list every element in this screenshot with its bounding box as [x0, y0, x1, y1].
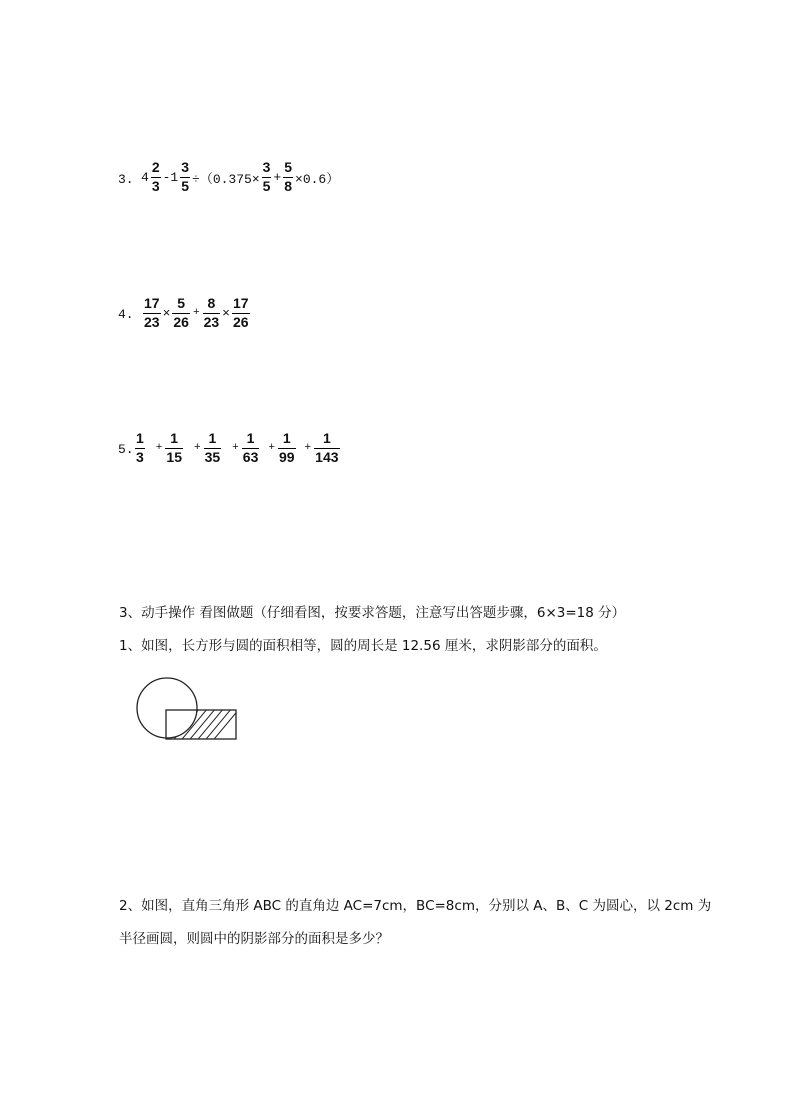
times-operator: ×0.6）: [295, 171, 340, 187]
problem-4-label: 4.: [118, 307, 134, 322]
plus-operator: +: [273, 169, 282, 185]
circle-rectangle-figure: [130, 674, 245, 746]
question-2-text-line2: 半径画圆，则圆中的阴影部分的面积是多少？: [119, 931, 389, 947]
fraction: $\frac{1}{3}$: [136, 430, 144, 466]
divide-operator: ÷（0.375×: [192, 171, 260, 187]
fraction: $\frac{1}{99}$: [278, 430, 295, 466]
fraction: $\frac{1}{143}$: [315, 430, 339, 466]
problem-5-label: 5.: [118, 442, 134, 457]
rectangle-shape: [166, 710, 236, 739]
fraction: $\frac{8}{23}$: [203, 295, 220, 331]
plus-operator: +: [193, 442, 201, 455]
fraction: $\frac{5}{8}$: [284, 159, 293, 195]
fraction: $\frac{1}{35}$: [204, 430, 221, 466]
fraction: $\frac{17}{26}$: [232, 295, 249, 331]
problem-3-label: 3.: [118, 172, 134, 187]
question-1-text: 1、如图，长方形与圆的面积相等，圆的周长是 12.56 厘米，求阴影部分的面积。: [119, 638, 607, 654]
question-2-text-line1: 2、如图，直角三角形 ABC 的直角边 AC=7cm，BC=8cm，分别以 A、B、C 为圆心，以 2cm 为: [119, 898, 712, 914]
section-heading: 3、动手操作 看图做题（仔细看图，按要求答题，注意写出答题步骤，6×3=18 分）: [119, 605, 626, 621]
plus-operator: +: [192, 307, 200, 320]
fraction: $\frac{3}{5}$: [181, 159, 190, 195]
minus-operator: -1: [162, 169, 179, 185]
plus-operator: +: [304, 442, 312, 455]
times-operator: ×: [222, 305, 230, 321]
plus-operator: +: [268, 442, 275, 455]
fraction: $\frac{17}{23}$: [144, 295, 160, 331]
problem-4-expression: [142, 296, 251, 330]
problem-5-expression: [134, 431, 341, 465]
times-operator: ×: [162, 305, 171, 321]
mixed-number-whole: 4: [141, 169, 149, 185]
circle-shape: [137, 678, 197, 738]
plus-operator: +: [232, 442, 239, 455]
fraction: $\frac{3}{5}$: [262, 159, 271, 195]
fraction: $\frac{2}{3}$: [151, 159, 160, 195]
fraction: $\frac{5}{26}$: [173, 295, 189, 331]
plus-operator: +: [155, 442, 163, 455]
fraction: $\frac{1}{15}$: [166, 430, 182, 466]
problem-3-expression: [141, 160, 340, 194]
fraction: $\frac{1}{63}$: [242, 430, 259, 466]
